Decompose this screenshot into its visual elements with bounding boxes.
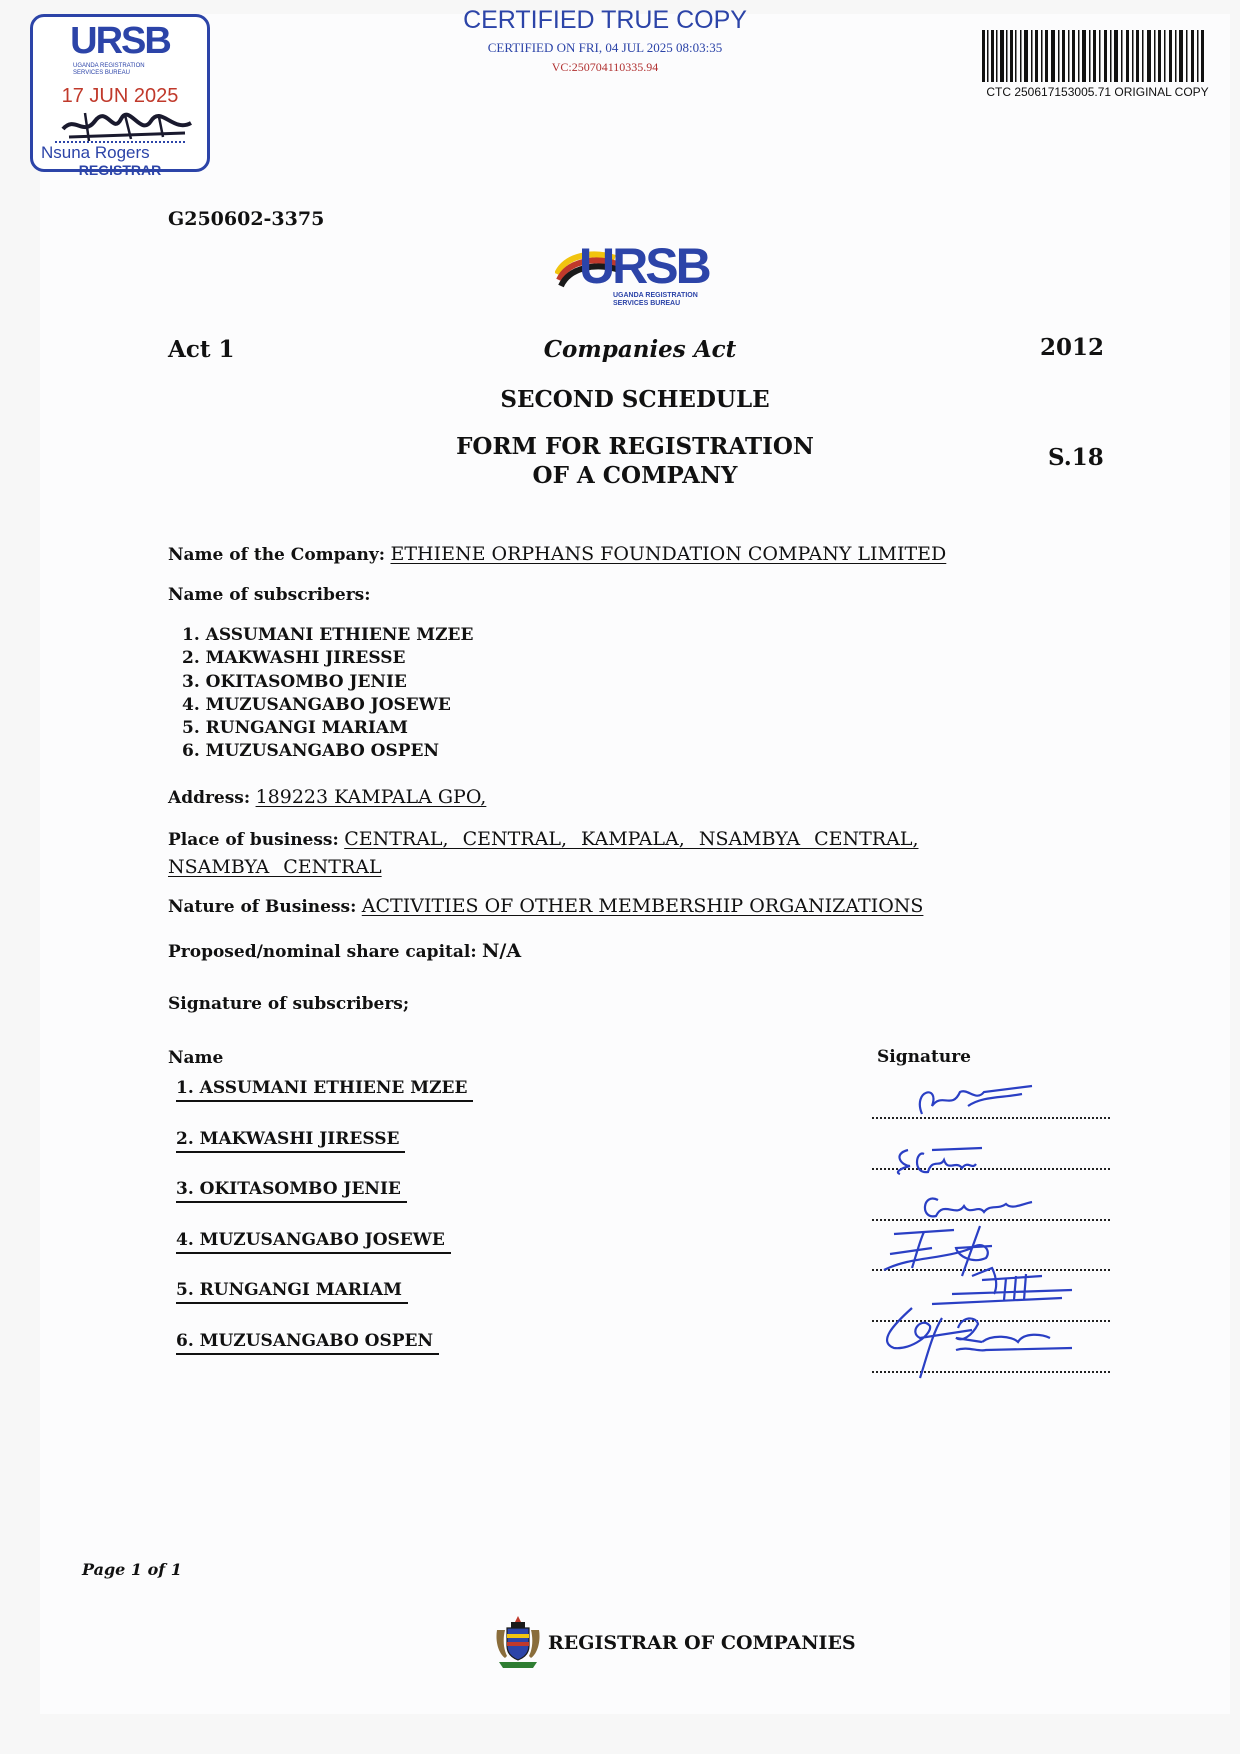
stamp-logo: URSB (70, 20, 170, 62)
registrar-name: Nsuna Rogers (41, 143, 150, 162)
signature-5 (932, 1268, 1072, 1304)
nature-of-business-row (168, 895, 923, 917)
place-of-business-label: Place of business: (168, 830, 339, 850)
name-column-heading: Name (168, 1048, 224, 1068)
company-name-row (168, 543, 946, 565)
signatory-item: 1. ASSUMANI ETHIENE MZEE (176, 1078, 473, 1129)
subscriber-item: 5. RUNGANGI MARIAM (182, 718, 408, 739)
signature-2 (898, 1148, 982, 1174)
company-name-label: Name of the Company: (168, 545, 386, 565)
share-capital-label: Proposed/nominal share capital: (168, 942, 477, 962)
schedule-title: SECOND SCHEDULE (500, 386, 770, 413)
registrar-footer (493, 1612, 856, 1672)
coat-of-arms-icon (493, 1612, 543, 1672)
ursb-logo-subtitle: UGANDA REGISTRATION SERVICES BUREAU (613, 292, 698, 307)
stamp-logo-subtitle: UGANDA REGISTRATION SERVICES BUREAU (73, 63, 145, 76)
nature-of-business-value: ACTIVITIES OF OTHER MEMBERSHIP ORGANIZATIONS (361, 895, 924, 917)
signatory-item: 6. MUZUSANGABO OSPEN (176, 1331, 473, 1382)
certified-on: CERTIFIED ON FRI, 04 JUL 2025 08:03:35 (487, 40, 723, 55)
subscriber-signatures (872, 1080, 1112, 1380)
act-number: Act 1 (168, 336, 235, 363)
place-of-business-value: CENTRAL, CENTRAL, KAMPALA, NSAMBYA CENTRAL, NSAMBYA CENTRAL (168, 828, 919, 878)
place-of-business-row (168, 826, 1028, 882)
signature-1 (920, 1086, 1032, 1114)
signature-4 (884, 1226, 992, 1276)
act-year: 2012 (1040, 334, 1105, 361)
registrar-role: REGISTRAR (78, 162, 162, 178)
address-label: Address: (168, 788, 251, 808)
signature-6 (887, 1308, 1072, 1378)
verification-code: VC:250704110335.94 (551, 60, 659, 74)
signature-column-heading: Signature (877, 1047, 971, 1067)
company-name-value: ETHIENE ORPHANS FOUNDATION COMPANY LIMITED (390, 543, 947, 565)
subscribers-label: Name of subscribers: (168, 585, 371, 605)
signature-3 (925, 1199, 1032, 1217)
signatory-item: 3. OKITASOMBO JENIE (176, 1179, 473, 1230)
barcode (980, 30, 1205, 82)
signatory-item: 4. MUZUSANGABO JOSEWE (176, 1230, 473, 1281)
share-capital-value: N/A (482, 940, 522, 962)
address-value: 189223 KAMPALA GPO, (255, 786, 487, 808)
subscriber-item: 6. MUZUSANGABO OSPEN (182, 741, 440, 762)
signature-of-subscribers-label: Signature of subscribers; (168, 994, 410, 1014)
subscriber-item: 3. OKITASOMBO JENIE (182, 671, 407, 692)
registrar-stamp (30, 14, 210, 178)
certified-title: CERTIFIED TRUE COPY (463, 6, 747, 34)
address-row (168, 786, 486, 808)
form-title: FORM FOR REGISTRATION OF A COMPANY (456, 433, 814, 489)
act-name: Companies Act (543, 336, 737, 363)
ctc-number: CTC 250617153005.71 ORIGINAL COPY (986, 85, 1209, 99)
section-number: S.18 (1048, 444, 1104, 471)
reference-number: G250602-3375 (168, 208, 325, 230)
ursb-logo: URSB UGANDA REGISTRATION SERVICES BUREAU (555, 240, 715, 318)
registrar-of-companies-text: REGISTRAR OF COMPANIES (548, 1632, 856, 1654)
stamp-date: 17 JUN 2025 (61, 85, 179, 107)
page-number: Page 1 of 1 (82, 1560, 182, 1579)
subscriber-item: 1. ASSUMANI ETHIENE MZEE (182, 625, 474, 645)
signatory-item: 2. MAKWASHI JIRESSE (176, 1129, 473, 1180)
signatories-list (176, 1078, 473, 1381)
subscriber-item: 4. MUZUSANGABO JOSEWE (182, 694, 451, 715)
share-capital-row (168, 940, 521, 962)
subscribers-list (182, 624, 473, 764)
signatory-item: 5. RUNGANGI MARIAM (176, 1280, 473, 1331)
nature-of-business-label: Nature of Business: (168, 897, 357, 917)
subscriber-item: 2. MAKWASHI JIRESSE (182, 648, 406, 669)
